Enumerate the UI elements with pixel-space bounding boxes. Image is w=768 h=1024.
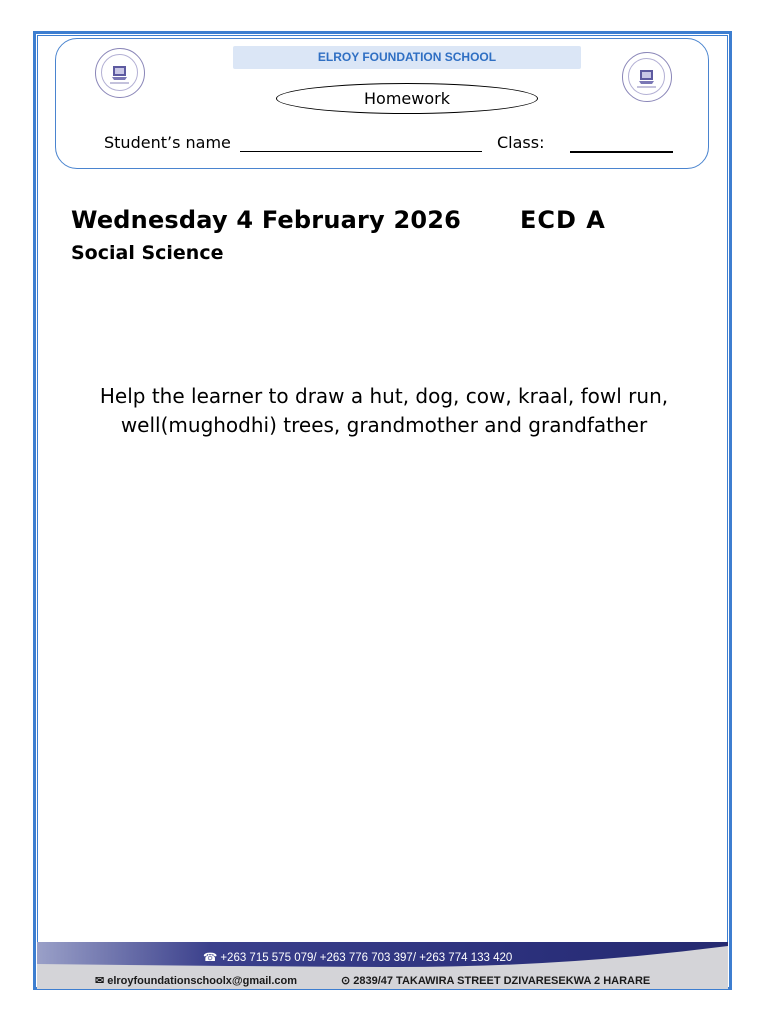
footer-email [95, 974, 297, 987]
student-name-label: Student’s name [104, 133, 231, 152]
footer-phone [203, 950, 512, 964]
footer-phone-text: +263 715 575 079/ +263 776 703 397/ +263 774 133 420 [220, 952, 513, 964]
footer-address [341, 974, 650, 987]
school-logo-right [622, 52, 672, 102]
school-logo-icon [96, 49, 143, 96]
footer-address-text: 2839/47 TAKAWIRA STREET DZIVARESEKWA 2 HARARE [353, 975, 651, 987]
lesson-subject: Social Science [71, 242, 224, 264]
school-logo-icon [623, 53, 670, 100]
homework-instruction [60, 382, 708, 440]
location-pin-icon: ⊙ [341, 975, 351, 987]
class-label: Class: [497, 133, 545, 152]
mail-icon: ✉ [95, 975, 105, 987]
student-name-line [240, 151, 482, 152]
phone-icon: ☎ [203, 952, 218, 964]
instruction-line-1: Help the learner to draw a hut, dog, cow, kraal, fowl run, [99, 384, 669, 408]
page-border-inner [37, 35, 728, 986]
instruction-line-2: well(mughodhi) trees, grandmother and grandfather [120, 413, 648, 437]
school-logo-left [95, 48, 145, 98]
homework-title: Homework [276, 83, 538, 114]
footer-email-text: elroyfoundationschoolx@gmail.com [107, 975, 298, 987]
lesson-date: Wednesday 4 February 2026 [71, 206, 462, 234]
class-line [570, 151, 673, 153]
lesson-grade: ECD A [520, 206, 606, 234]
school-name-banner: ELROY FOUNDATION SCHOOL [233, 46, 581, 69]
